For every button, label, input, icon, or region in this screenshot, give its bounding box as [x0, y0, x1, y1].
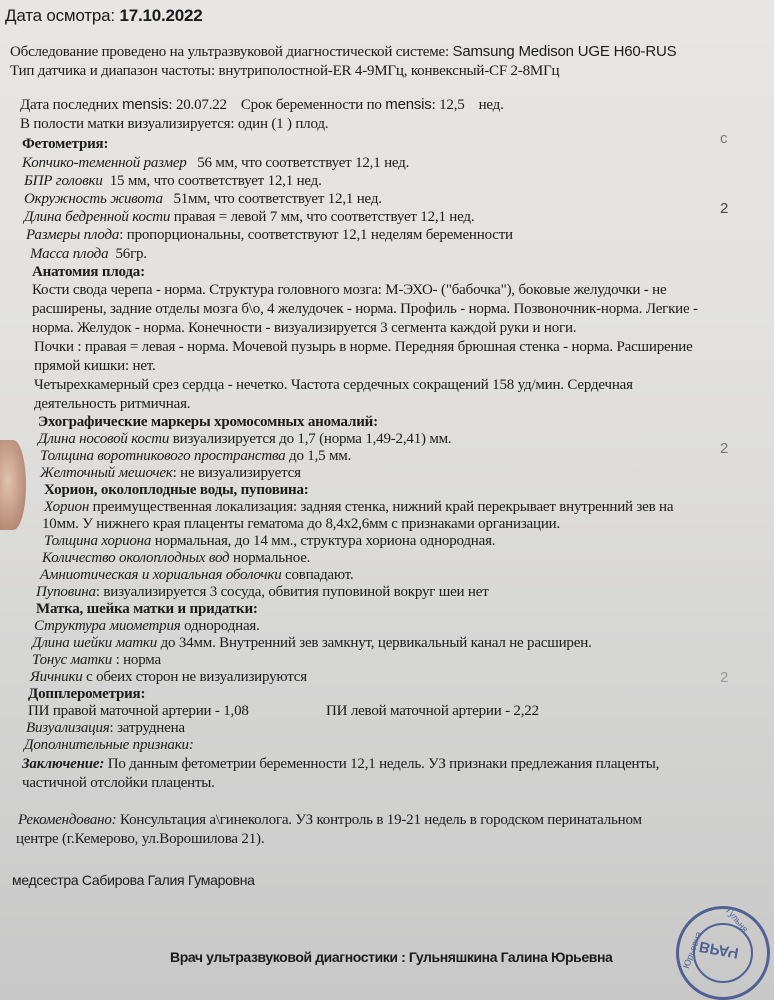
ac-value: 51мм, что соответствует 12,1 нед.	[173, 191, 382, 207]
tonus-value: : норма	[112, 652, 161, 668]
margin-mark: с	[720, 130, 728, 147]
nt-value: до 1,5 мм.	[285, 448, 352, 464]
chorion-thickness-value: нормальная, до 14 мм., структура хориона однородная.	[151, 533, 496, 549]
ovaries-value: с обеих сторон не визуализируются	[82, 669, 307, 685]
tonus-label: Тонус матки	[32, 652, 113, 668]
section-markers: Эхографические маркеры хромосомных аномалий:	[38, 414, 378, 430]
crl-label: Копчико-теменной размер	[22, 155, 187, 171]
amniotic-fluid-label: Количество околоплодных вод	[42, 550, 230, 566]
stamp-center-text: ВРАЧ	[697, 937, 740, 962]
mensis-word: mensis	[122, 96, 169, 113]
equipment-line	[10, 43, 676, 61]
pi-left: ПИ левой маточной артерии - 2,22	[326, 703, 539, 719]
finger-in-photo	[0, 440, 26, 530]
chorion-label: Хорион	[44, 499, 90, 515]
bpd-value: 15 мм, что соответствует 12,1 нед.	[109, 173, 322, 189]
cervix-value: до 34мм. Внутренний зев замкнут, цервикальный канал не расширен.	[157, 635, 592, 651]
fl-value: правая = левой 7 мм, что соответствует 12,1 нед.	[173, 209, 475, 225]
probe-line: Тип датчика и диапазон частоты: внутриполостной-ER 4-9МГц, конвексный-CF 2-8МГц	[10, 63, 560, 79]
lmp-label: Дата последних	[20, 97, 119, 113]
anatomy-line: норма. Желудок - норма. Конечности - визуализируется 3 сегмента каждой руки и ноги.	[32, 320, 577, 336]
recommendation-line-2: центре (г.Кемерово, ул.Ворошилова 21).	[16, 831, 265, 847]
margin-mark: 2	[720, 440, 729, 457]
term-label: Срок беременности по	[240, 97, 382, 113]
ovaries-line	[30, 669, 307, 686]
weeks-unit: нед.	[478, 97, 504, 113]
conclusion-label: Заключение:	[22, 756, 105, 772]
yolk-sac-value: : не визуализируется	[172, 465, 301, 481]
nt-label: Толщина воротникового пространства	[40, 448, 286, 464]
fl-label: Длина бедренной кости	[24, 209, 171, 225]
crl-line	[22, 155, 409, 172]
size-value: : пропорциональны, соответствуют 12,1 неделям беременности	[119, 227, 513, 243]
anatomy-line: расширены, задние отделы мозга б\о, 4 желудочек - норма. Профиль - норма. Позвоночник-норма. Легкие -	[32, 301, 698, 317]
anatomy-line: Кости свода черепа - норма. Структура головного мозга: М-ЭХО- ("бабочка"), боковые желудочки - не	[32, 282, 667, 298]
visualization-line	[26, 720, 185, 737]
umbilical-cord-line	[36, 584, 489, 601]
section-uterus: Матка, шейка матки и придатки:	[36, 601, 258, 617]
doctor-name: Врач ультразвуковой диагностики : Гульняшкина Галина Юрьевна	[170, 949, 613, 965]
mass-value: 56гр.	[115, 246, 147, 262]
exam-date-value: 17.10.2022	[119, 6, 203, 25]
conclusion-line	[22, 756, 659, 773]
recommendation-line	[18, 812, 642, 829]
nasal-bone-line	[38, 431, 452, 448]
pi-right: ПИ правой маточной артерии - 1,08	[28, 703, 249, 719]
ac-line	[24, 191, 382, 208]
myometrium-line	[34, 618, 260, 635]
visualization-value: : затруднена	[109, 720, 185, 736]
doctor-stamp	[676, 906, 770, 1000]
margin-mark: 2	[720, 669, 729, 686]
additional-signs: Дополнительные признаки:	[24, 737, 194, 753]
term-value: : 12,5	[431, 97, 465, 113]
mensis-word: mensis	[385, 96, 432, 113]
equipment-text: Обследование проведено на ультразвуковой диагностической системе:	[10, 44, 449, 60]
cervix-line	[32, 635, 592, 652]
stamp-ring-text: Гульня	[724, 905, 751, 935]
chorion-line	[44, 499, 673, 516]
umbilical-cord-value: : визуализируется 3 сосуда, обвития пуповиной вокруг шеи нет	[95, 584, 489, 600]
section-fetometry: Фетометрия:	[22, 136, 109, 152]
exam-date-label: Дата осмотра:	[5, 6, 115, 25]
ovaries-label: Яичники	[30, 669, 83, 685]
anatomy-line: деятельность ритмичная.	[34, 396, 191, 412]
anatomy-line: Почки : правая = левая - норма. Мочевой пузырь в норме. Передняя брюшная стенка - норма. Расширение	[34, 339, 693, 355]
nurse-name: медсестра Сабирова Галия Гумаровна	[12, 872, 255, 888]
bpd-line	[24, 173, 322, 190]
nasal-bone-value: визуализируется до 1,7 (норма 1,49-2,41) мм.	[169, 431, 452, 447]
myometrium-label: Структура миометрия	[34, 618, 181, 634]
margin-mark: 2	[720, 200, 729, 217]
lmp-value: : 20.07.22	[168, 97, 227, 113]
mass-label: Масса плода	[30, 246, 109, 262]
crl-value: 56 мм, что соответствует 12,1 нед.	[197, 155, 410, 171]
bpd-label: БПР головки	[24, 173, 103, 189]
stamp-ring-text: Юрьевна	[680, 930, 704, 970]
membranes-label: Амниотическая и хориальная оболочки	[40, 567, 282, 583]
myometrium-value: однородная.	[180, 618, 260, 634]
system-name: Samsung Medison UGE H60-RUS	[452, 43, 677, 60]
nasal-bone-label: Длина носовой кости	[38, 431, 170, 447]
section-chorion: Хорион, околоплодные воды, пуповина:	[44, 482, 309, 498]
mass-line	[30, 246, 147, 263]
lmp-line	[20, 96, 504, 114]
fetus-count: В полости матки визуализируется: один (1 ) плод.	[20, 116, 329, 132]
amniotic-fluid-value: нормальное.	[229, 550, 311, 566]
section-anatomy: Анатомия плода:	[32, 264, 145, 280]
anatomy-line: Четырехкамерный срез сердца - нечетко. Частота сердечных сокращений 158 уд/мин. Сердечная	[34, 377, 633, 393]
amniotic-fluid-line	[42, 550, 310, 567]
section-doppler: Допплерометрия:	[28, 686, 146, 702]
chorion-thickness-label: Толщина хориона	[44, 533, 152, 549]
yolk-sac-line	[40, 465, 301, 482]
anatomy-line: прямой кишки: нет.	[34, 358, 156, 374]
conclusion-line-2: частичной отслойки плаценты.	[22, 775, 215, 791]
umbilical-cord-label: Пуповина	[36, 584, 96, 600]
membranes-value: совпадают.	[281, 567, 354, 583]
size-line	[26, 227, 513, 244]
visualization-label: Визуализация	[26, 720, 110, 736]
chorion-thickness-line	[44, 533, 495, 550]
chorion-line-2: 10мм. У нижнего края плаценты гематома до 8,4х2,6мм с признаками организации.	[42, 516, 561, 532]
yolk-sac-label: Желточный мешочек	[40, 465, 173, 481]
nt-line	[40, 448, 351, 465]
cervix-label: Длина шейки матки	[32, 635, 158, 651]
chorion-value: преимущественная локализация: задняя стенка, нижний край перекрывает внутренний зев на	[89, 499, 674, 515]
membranes-line	[40, 567, 353, 584]
tonus-line	[32, 652, 161, 669]
recommendation-text: Консультация а\гинеколога. УЗ контроль в 19-21 недель в городском перинатальном	[116, 812, 642, 828]
recommendation-label: Рекомендовано:	[18, 812, 117, 828]
conclusion-text: По данным фетометрии беременности 12,1 недель. УЗ признаки предлежания плаценты,	[104, 756, 660, 772]
size-label: Размеры плода	[26, 227, 120, 243]
ac-label: Окружность живота	[24, 191, 163, 207]
fl-line	[24, 209, 474, 226]
exam-date	[5, 6, 203, 26]
